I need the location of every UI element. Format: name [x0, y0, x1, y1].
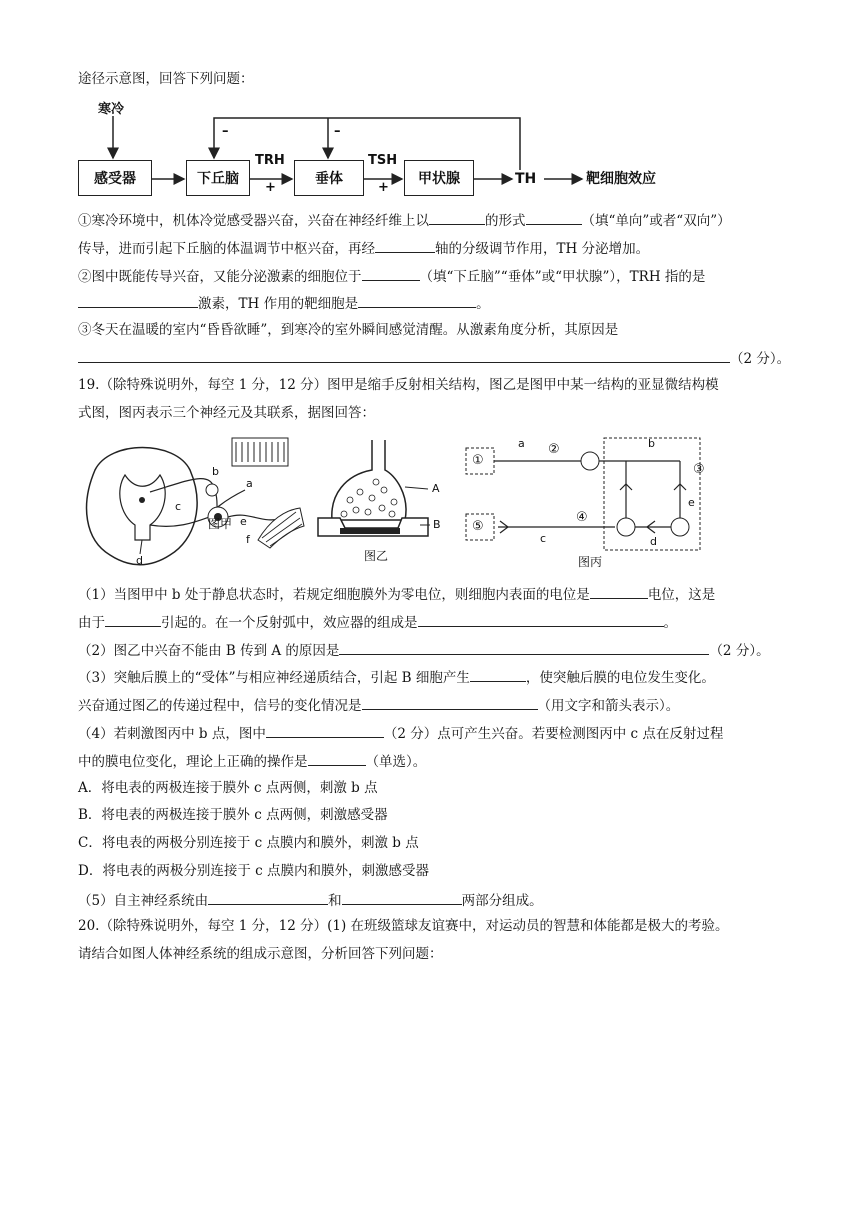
label-bing-a: a: [518, 437, 525, 450]
label-n3: ③: [693, 462, 705, 477]
label-f: f: [246, 533, 250, 546]
q19-2-line: （2）图乙中兴奋不能由 B 传到 A 的原因是 （2 分）。: [78, 640, 770, 660]
q18-line-4: 激素，TH 作用的靶细胞是 。: [78, 293, 490, 313]
label-n4: ④: [576, 510, 588, 525]
label-c: c: [175, 500, 182, 513]
q19-4-line-1: （4）若刺激图丙中 b 点，图中 （2 分）点可产生兴奋。若要检测图丙中 c 点在反射过程: [78, 723, 723, 743]
q20-heading-2: 请结合如图人体神经系统的组成示意图，分析回答下列问题：: [78, 946, 443, 962]
q19-3-line-2: 兴奋通过图乙的传递过程中，信号的变化情况是 （用文字和箭头表示）。: [78, 695, 679, 715]
q19-heading-1: 19.（除特殊说明外，每空 1 分，12 分）图甲是缩手反射相关结构，图乙是图甲中某一结构的亚显微结构模: [78, 377, 719, 393]
minus-sign-1: –: [222, 124, 229, 139]
q18-line-2: 传导，进而引起下丘脑的体温调节中枢兴奋，再经 轴的分级调节作用，TH 分泌增加。: [78, 238, 649, 258]
hypothalamus-box: 下丘脑: [186, 160, 250, 196]
q19-heading-2: 式图，图丙表示三个神经元及其联系，据图回答：: [78, 405, 375, 421]
fig-yi-caption: 图乙: [364, 549, 389, 563]
minus-sign-2: –: [334, 124, 341, 139]
q18-line-3: ②图中既能传导兴奋，又能分泌激素的细胞位于 （填“下丘脑”“垂体”或“甲状腺”），TRH 指的是: [78, 266, 705, 286]
q18-line-1: ①寒冷环境中，机体冷觉感受器兴奋，兴奋在神经纤维上以 的形式 （填“单向”或者“双向”）: [78, 210, 731, 230]
q19-4-line-2: 中的膜电位变化，理论上正确的操作是 （单选）。: [78, 751, 426, 771]
intro-text: 途径示意图，回答下列问题：: [78, 71, 254, 87]
q18-line-5: ③冬天在温暖的室内“昏昏欲睡”，到寒冷的室外瞬间感觉清醒。从激素角度分析，其原因是: [78, 322, 619, 338]
label-a: a: [246, 477, 253, 490]
q19-5-line: （5）自主神经系统由 和 两部分组成。: [78, 890, 543, 910]
label-bing-c: c: [540, 532, 547, 545]
cold-label: 寒冷: [98, 102, 125, 117]
label-n2: ②: [548, 442, 560, 457]
q19-3-line-1: （3）突触后膜上的“受体”与相应神经递质结合，引起 B 细胞产生 ，使突触后膜的电位发生变化。: [78, 667, 715, 687]
label-bing-b: b: [648, 437, 655, 450]
option-c: C．将电表的两极分别连接于 c 点膜内和膜外，刺激 b 点: [78, 835, 419, 851]
pituitary-box: 垂体: [294, 160, 364, 196]
th-label: TH: [515, 171, 537, 187]
label-n5: ⑤: [472, 519, 484, 534]
target-effect-label: 靶细胞效应: [586, 171, 656, 187]
fig-jia-caption: 图甲: [208, 517, 233, 531]
option-b: B．将电表的两极连接于膜外 c 点两侧，刺激感受器: [78, 807, 388, 823]
receptor-box: 感受器: [78, 160, 152, 196]
q19-1-line-2: 由于 引起的。在一个反射弧中，效应器的组成是 。: [78, 612, 677, 632]
trh-label: TRH: [255, 153, 285, 168]
label-e: e: [240, 515, 247, 528]
q19-1-line-1: （1）当图甲中 b 处于静息状态时，若规定细胞膜外为零电位，则细胞内表面的电位是 电位，这是: [78, 584, 715, 604]
plus-sign-2: +: [378, 180, 389, 195]
fig-bing-caption: 图丙: [578, 555, 603, 569]
label-bing-d: d: [650, 535, 657, 548]
option-a: A．将电表的两极连接于膜外 c 点两侧，刺激 b 点: [78, 780, 378, 796]
tsh-label: TSH: [368, 153, 398, 168]
q18-line-6: （2 分）。: [78, 348, 790, 368]
figure-jia: [0, 430, 860, 580]
label-b: b: [212, 465, 219, 478]
label-A: A: [432, 482, 440, 495]
label-n1: ①: [472, 453, 484, 468]
label-d: d: [136, 554, 143, 567]
label-B: B: [433, 518, 441, 531]
option-d: D．将电表的两极分别连接于 c 点膜内和膜外，刺激感受器: [78, 863, 429, 879]
q20-heading-1: 20.（除特殊说明外，每空 1 分，12 分）(1) 在班级篮球友谊赛中，对运动员的智慧和体能都是极大的考验。: [78, 918, 729, 934]
label-bing-e: e: [688, 496, 695, 509]
plus-sign-1: +: [265, 180, 276, 195]
thyroid-box: 甲状腺: [404, 160, 474, 196]
